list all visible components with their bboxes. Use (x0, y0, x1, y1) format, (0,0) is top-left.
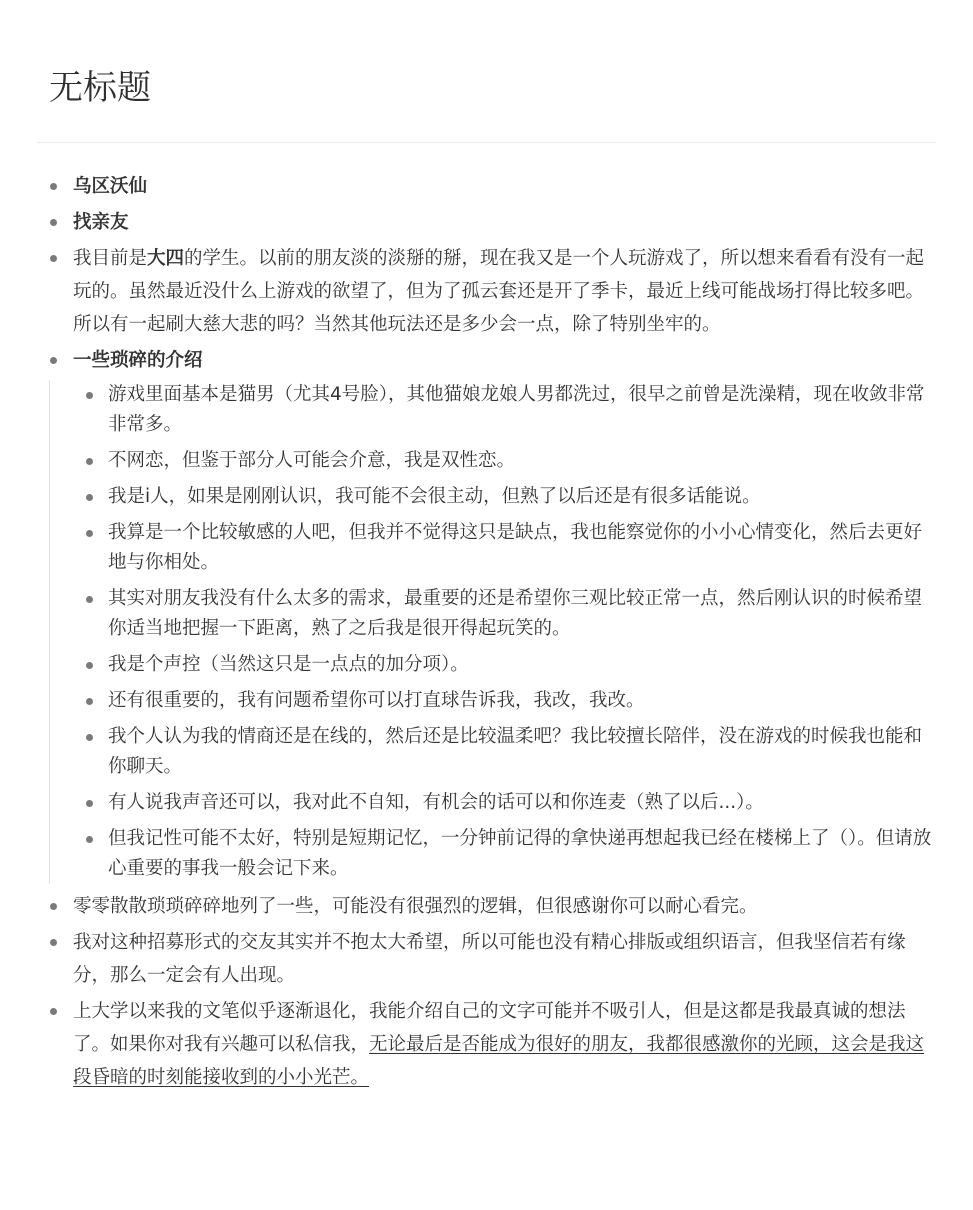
list-item-intro (37, 242, 937, 341)
sub-item-memory: 但我记性可能不太好，特别是短期记忆，一分钟前记得的拿快递再想起我已经在楼梯上了（）。但请放心重要的事我一般会记下来。 (50, 824, 937, 884)
sub-item-introvert: 我是i人，如果是刚刚认识，我可能不会很主动，但熟了以后还是有很多话能说。 (50, 482, 937, 512)
details-sub-list (49, 380, 937, 884)
sub-item-direct-feedback: 还有很重要的，我有问题希望你可以打直球告诉我，我改，我改。 (50, 686, 937, 716)
intro-text-bold: 大四 (147, 248, 185, 269)
sub-item-game-character: 游戏里面基本是猫男（尤其4号脸），其他猫娘龙娘人男都洗过，很早之前曾是洗澡精，现在收敛非常非常多。 (50, 380, 937, 440)
list-item-purpose: 找亲友 (37, 206, 937, 239)
list-item-expectation: 我对这种招募形式的交友其实并不抱太大希望，所以可能也没有精心排版或组织语言，但我坚信若有缘分，那么一定会有人出现。 (37, 926, 937, 992)
sub-item-voice-lover: 我是个声控（当然这只是一点点的加分项）。 (50, 650, 937, 680)
intro-text-start: 我目前是 (73, 248, 148, 269)
closing-underlined-text: 无论最后是否能成为很好的朋友，我都很感激你的光顾，这会是我这段昏暗的时刻能接收到的小小光芒。 (73, 1034, 925, 1088)
list-item-thanks: 零零散散琐琐碎碎地列了一些，可能没有很强烈的逻辑，但很感谢你可以耐心看完。 (37, 890, 937, 923)
sub-item-eq: 我个人认为我的情商还是在线的，然后还是比较温柔吧？我比较擅长陪伴，没在游戏的时候我也能和你聊天。 (50, 722, 937, 782)
sub-item-no-online-dating: 不网恋，但鉴于部分人可能会介意，我是双性恋。 (50, 446, 937, 476)
list-item-closing (37, 995, 937, 1094)
list-item-details-heading: 一些琐碎的介绍 (37, 344, 937, 377)
sub-item-voice: 有人说我声音还可以，我对此不自知，有机会的话可以和你连麦（熟了以后...）。 (50, 788, 937, 818)
title-divider (37, 142, 936, 143)
main-bullet-list (37, 170, 937, 1097)
sub-item-sensitive: 我算是一个比较敏感的人吧，但我并不觉得这只是缺点，我也能察觉你的小小心情变化，然后去更好地与你相处。 (50, 518, 937, 578)
closing-text: 上大学以来我的文笔似乎逐渐退化，我能介绍自己的文字可能并不吸引人，但是这都是我最真诚的想法了。如果你对我有兴趣可以私信我， (73, 1001, 906, 1055)
intro-text-rest: 的学生。以前的朋友淡的淡掰的掰，现在我又是一个人玩游戏了，所以想来看看有没有一起玩的。虽然最近没什么上游戏的欲望了，但为了孤云套还是开了季卡，最近上线可能战场打得比较多吧。所以有一起刷大慈大悲的吗？当然其他玩法还是多少会一点，除了特别坐牢的。 (73, 248, 925, 335)
list-item-server: 乌区沃仙 (37, 170, 937, 203)
page-title: 无标题 (49, 68, 151, 108)
sub-item-expectations: 其实对朋友我没有什么太多的需求，最重要的还是希望你三观比较正常一点，然后刚认识的时候希望你适当地把握一下距离，熟了之后我是很开得起玩笑的。 (50, 584, 937, 644)
